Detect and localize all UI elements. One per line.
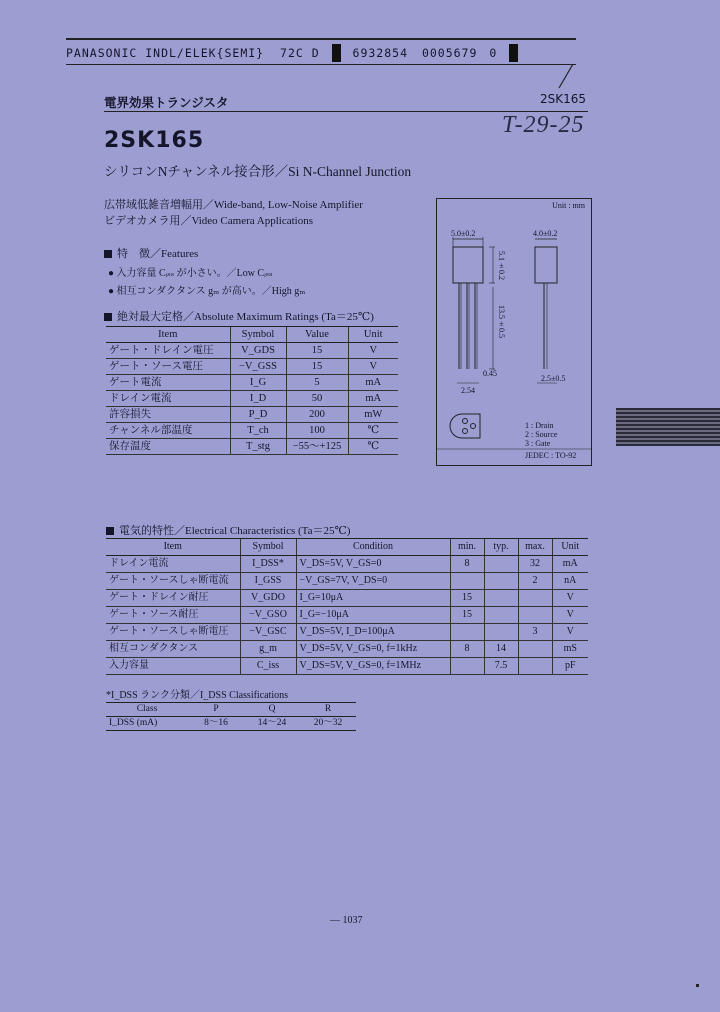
- table-row: [106, 658, 588, 675]
- cell-unit: nA: [552, 573, 588, 590]
- cell-unit: V: [552, 607, 588, 624]
- cell-condition: V_DS=5V, V_GS=0, f=1kHz: [296, 641, 450, 658]
- header-number-b: 0005679: [421, 45, 478, 60]
- cell-max: [518, 658, 552, 675]
- cell-min: 15: [450, 607, 484, 624]
- section-bullet-icon: [104, 250, 112, 258]
- features-heading: 特 徴／Features: [117, 248, 199, 260]
- pin-label: 3 : Gate: [525, 439, 551, 448]
- cell-symbol: I_GSS: [240, 573, 296, 590]
- table-row: [106, 343, 398, 359]
- cell-min: [450, 573, 484, 590]
- table-header-row: [106, 327, 398, 343]
- page-number: — 1037: [330, 915, 363, 926]
- table-row: [106, 391, 398, 407]
- cell-value: 100: [286, 423, 348, 439]
- cell-value: −55〜+125: [286, 439, 348, 455]
- abs-max-table: [106, 326, 398, 455]
- feature-item: 入力容量 Cᵢₛₛ が小さい。／Low Cᵢₛₛ: [116, 268, 273, 279]
- section-bullet-icon: [106, 527, 114, 535]
- cell-item: 許容損失: [106, 407, 230, 423]
- cell-value: 5: [286, 375, 348, 391]
- dimension-depth: 4.0±0.2: [533, 229, 558, 238]
- cell-item: チャンネル部温度: [106, 423, 230, 439]
- cell-item: 相互コンダクタンス: [106, 641, 240, 658]
- part-number-top: 2SK165: [540, 92, 587, 106]
- jedec-label: JEDEC : TO-92: [525, 451, 577, 460]
- cell-item: ドレイン電流: [106, 556, 240, 573]
- to92-outline-icon: [437, 199, 591, 465]
- table-row: [106, 439, 398, 455]
- table-row: [106, 556, 588, 573]
- cell-min: [450, 624, 484, 641]
- pin-label: 1 : Drain: [525, 421, 554, 430]
- cell-max: 2: [518, 573, 552, 590]
- column-header: Unit: [552, 539, 588, 556]
- barcode-mark-icon: [509, 44, 518, 62]
- header-company: PANASONIC INDL/ELEK{SEMI}: [66, 45, 265, 60]
- header-code: 72C D: [280, 45, 320, 60]
- stroke-mark-icon: [555, 62, 577, 90]
- cell-unit: mS: [552, 641, 588, 658]
- scan-speck: [696, 984, 699, 987]
- column-header: Item: [106, 539, 240, 556]
- cell-typ: [484, 556, 518, 573]
- cell-condition: I_G=−10μA: [296, 607, 450, 624]
- cell-symbol: −V_GSO: [240, 607, 296, 624]
- index-tab-mark: [616, 408, 720, 446]
- cell-value: 15: [286, 343, 348, 359]
- table-row: [106, 407, 398, 423]
- cell-unit: mA: [552, 556, 588, 573]
- cell-min: [450, 658, 484, 675]
- cell-condition: I_G=10μA: [296, 590, 450, 607]
- cell-symbol: g_m: [240, 641, 296, 658]
- cell-condition: V_DS=5V, V_GS=0, f=1MHz: [296, 658, 450, 675]
- column-header: Item: [106, 327, 230, 343]
- column-header: Condition: [296, 539, 450, 556]
- abs-max-heading-row: [104, 308, 374, 324]
- cell-symbol: V_GDS: [230, 343, 286, 359]
- cell-unit: V: [348, 359, 398, 375]
- cell-class-p: 8〜16: [188, 717, 244, 731]
- column-header: max.: [518, 539, 552, 556]
- dimension-lead-length: 13.5±0.5: [497, 305, 506, 338]
- cell-value: 200: [286, 407, 348, 423]
- cell-symbol: I_G: [230, 375, 286, 391]
- cell-value: 15: [286, 359, 348, 375]
- barcode-mark-icon: [332, 44, 341, 62]
- cell-unit: ℃: [348, 439, 398, 455]
- cell-typ: [484, 573, 518, 590]
- table-row: [106, 359, 398, 375]
- cell-typ: [484, 590, 518, 607]
- cell-unit: ℃: [348, 423, 398, 439]
- table-row: [106, 624, 588, 641]
- cell-item: 保存温度: [106, 439, 230, 455]
- dimension-lead-width: 0.45: [483, 369, 497, 378]
- application-line: ビデオカメラ用／Video Camera Applications: [104, 215, 313, 227]
- category-label: 電界効果トランジスタ: [104, 95, 229, 110]
- table-row: [106, 590, 588, 607]
- cell-item: ゲート・ソースしゃ断電流: [106, 573, 240, 590]
- package-drawing: [436, 198, 592, 466]
- cell-condition: −V_GS=7V, V_DS=0: [296, 573, 450, 590]
- section-bullet-icon: [104, 313, 112, 321]
- classification-heading: *I_DSS ランク分類／I_DSS Classifications: [106, 690, 289, 701]
- cell-symbol: I_D: [230, 391, 286, 407]
- cell-unit: V: [348, 343, 398, 359]
- column-header: Unit: [348, 327, 398, 343]
- feature-item: 相互コンダクタンス gₘ が高い。／High gₘ: [116, 286, 306, 297]
- page-title: 2SK165: [104, 128, 205, 153]
- cell-item: ゲート電流: [106, 375, 230, 391]
- cell-condition: V_DS=5V, V_GS=0: [296, 556, 450, 573]
- cell-item: ドレイン電流: [106, 391, 230, 407]
- table-row: [106, 573, 588, 590]
- column-header: Class: [106, 703, 188, 717]
- elec-table: [106, 538, 588, 675]
- cell-item: ゲート・ドレイン耐圧: [106, 590, 240, 607]
- cell-symbol: P_D: [230, 407, 286, 423]
- cell-item: ゲート・ドレイン電圧: [106, 343, 230, 359]
- pin-legend: [525, 421, 557, 448]
- cell-max: [518, 607, 552, 624]
- cell-symbol: T_stg: [230, 439, 286, 455]
- cell-item: ゲート・ソース耐圧: [106, 607, 240, 624]
- application-line: 広帯域低雑音増幅用／Wide-band, Low-Noise Amplifier: [104, 199, 363, 211]
- cell-row-label: I_DSS (mA): [106, 717, 188, 731]
- handwritten-code: T-29-25: [502, 112, 585, 138]
- cell-symbol: −V_GSC: [240, 624, 296, 641]
- cell-symbol: −V_GSS: [230, 359, 286, 375]
- elec-heading-row: [106, 522, 350, 538]
- cell-condition: V_DS=5V, I_D=100μA: [296, 624, 450, 641]
- table-header-row: [106, 539, 588, 556]
- cell-unit: mA: [348, 375, 398, 391]
- cell-unit: mW: [348, 407, 398, 423]
- header-number-a: 6932854: [352, 45, 408, 60]
- subtitle: シリコンNチャンネル接合形／Si N-Channel Junction: [104, 164, 412, 179]
- table-header-row: [106, 703, 356, 717]
- column-header: R: [300, 703, 356, 717]
- cell-symbol: V_GDO: [240, 590, 296, 607]
- cell-class-r: 20〜32: [300, 717, 356, 731]
- table-row: [106, 375, 398, 391]
- table-row: [106, 607, 588, 624]
- cell-min: 15: [450, 590, 484, 607]
- column-header: Symbol: [230, 327, 286, 343]
- cell-unit: pF: [552, 658, 588, 675]
- cell-symbol: I_DSS*: [240, 556, 296, 573]
- cell-unit: V: [552, 590, 588, 607]
- column-header: Q: [244, 703, 300, 717]
- dimension-pitch: 2.5±0.5: [541, 374, 566, 383]
- cell-typ: [484, 624, 518, 641]
- cell-max: [518, 590, 552, 607]
- features-section: 特 徴／Features ● 入力容量 Cᵢₛₛ が小さい。／Low Cᵢₛₛ ● 相互コンダクタンス gₘ が高い。／High gₘ: [104, 245, 305, 297]
- cell-class-q: 14〜24: [244, 717, 300, 731]
- cell-unit: V: [552, 624, 588, 641]
- applications: [104, 197, 363, 229]
- table-row: [106, 641, 588, 658]
- dimension-span: 2.54: [461, 386, 475, 395]
- cell-item: ゲート・ソース電圧: [106, 359, 230, 375]
- cell-typ: 14: [484, 641, 518, 658]
- cell-max: 32: [518, 556, 552, 573]
- cell-item: 入力容量: [106, 658, 240, 675]
- cell-symbol: C_iss: [240, 658, 296, 675]
- dimension-height: 5.1±0.2: [497, 251, 506, 280]
- pin-label: 2 : Source: [525, 430, 558, 439]
- cell-max: [518, 641, 552, 658]
- cell-symbol: T_ch: [230, 423, 286, 439]
- column-header: Value: [286, 327, 348, 343]
- cell-min: 8: [450, 556, 484, 573]
- header-trail: 0: [489, 45, 498, 60]
- cell-min: 8: [450, 641, 484, 658]
- unit-label: Unit : mm: [552, 201, 585, 210]
- classification-table: [106, 702, 356, 731]
- dimension-width: 5.0±0.2: [451, 229, 476, 238]
- cell-unit: mA: [348, 391, 398, 407]
- table-row: [106, 423, 398, 439]
- elec-heading: 電気的特性／Electrical Characteristics (Ta＝25℃): [119, 525, 351, 537]
- cell-typ: 7.5: [484, 658, 518, 675]
- column-header: min.: [450, 539, 484, 556]
- column-header: P: [188, 703, 244, 717]
- cell-max: 3: [518, 624, 552, 641]
- cell-typ: [484, 607, 518, 624]
- table-row: [106, 717, 356, 731]
- column-header: Symbol: [240, 539, 296, 556]
- column-header: typ.: [484, 539, 518, 556]
- abs-max-heading: 絶対最大定格／Absolute Maximum Ratings (Ta＝25℃): [117, 311, 374, 323]
- cell-value: 50: [286, 391, 348, 407]
- cell-item: ゲート・ソースしゃ断電圧: [106, 624, 240, 641]
- document-header: [66, 38, 576, 65]
